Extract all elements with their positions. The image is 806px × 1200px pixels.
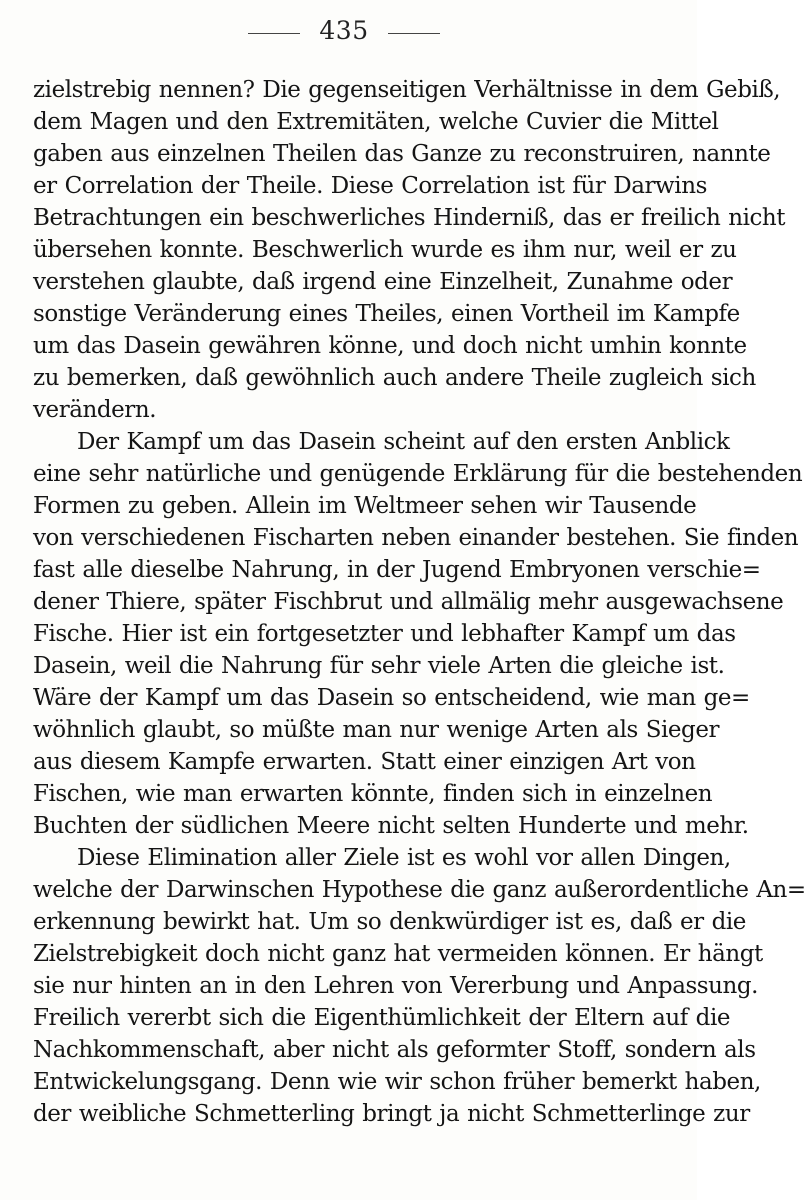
text-line: Buchten der südlichen Meere nicht selten Hunderte und mehr. <box>33 813 749 839</box>
text-line: aus diesem Kampfe erwarten. Statt einer einzigen Art von <box>33 749 696 775</box>
text-line: sie nur hinten an in den Lehren von Vererbung und Anpassung. <box>33 973 759 999</box>
text-line: von verschiedenen Fischarten neben einander bestehen. Sie finden <box>33 525 799 551</box>
text-line: Dasein, weil die Nahrung für sehr viele Arten die gleiche ist. <box>33 653 725 679</box>
text-line: Wäre der Kampf um das Dasein so entscheidend, wie man ge= <box>33 685 750 711</box>
text-line: fast alle dieselbe Nahrung, in der Jugend Embryonen verschie= <box>33 557 761 583</box>
text-line: Formen zu geben. Allein im Weltmeer sehen wir Tausende <box>33 493 697 519</box>
header-rule-left <box>248 33 300 34</box>
text-line: Diese Elimination aller Ziele ist es wohl vor allen Dingen, <box>77 845 731 871</box>
text-line: erkennung bewirkt hat. Um so denkwürdiger ist es, daß er die <box>33 909 746 935</box>
text-line: verstehen glaubte, daß irgend eine Einzelheit, Zunahme oder <box>33 269 733 295</box>
page-header <box>0 14 697 48</box>
text-line: Fischen, wie man erwarten könnte, finden sich in einzelnen <box>33 781 713 807</box>
text-line: Freilich vererbt sich die Eigenthümlichkeit der Eltern auf die <box>33 1005 731 1031</box>
text-line: Betrachtungen ein beschwerliches Hinderniß, das er freilich nicht <box>33 205 786 231</box>
text-line: Entwickelungsgang. Denn wie wir schon früher bemerkt haben, <box>33 1069 761 1095</box>
text-line: um das Dasein gewähren könne, und doch nicht umhin konnte <box>33 333 747 359</box>
text-line: zu bemerken, daß gewöhnlich auch andere Theile zugleich sich <box>33 365 756 391</box>
body-text <box>33 74 806 1130</box>
text-line: dem Magen und den Extremitäten, welche Cuvier die Mittel <box>33 109 719 135</box>
text-line: Der Kampf um das Dasein scheint auf den ersten Anblick <box>77 429 730 455</box>
text-line: zielstrebig nennen? Die gegenseitigen Verhältnisse in dem Gebiß, <box>33 77 781 103</box>
page-number: 435 <box>319 16 369 45</box>
text-line: welche der Darwinschen Hypothese die ganz außerordentliche An= <box>33 877 806 903</box>
text-line: gaben aus einzelnen Theilen das Ganze zu reconstruiren, nannte <box>33 141 771 167</box>
text-line: er Correlation der Theile. Diese Correlation ist für Darwins <box>33 173 707 199</box>
text-line: Fische. Hier ist ein fortgesetzter und lebhafter Kampf um das <box>33 621 736 647</box>
text-line: übersehen konnte. Beschwerlich wurde es ihm nur, weil er zu <box>33 237 737 263</box>
text-line: der weibliche Schmetterling bringt ja nicht Schmetterlinge zur <box>33 1101 750 1127</box>
text-line: Nachkommenschaft, aber nicht als geformter Stoff, sondern als <box>33 1037 756 1063</box>
text-line: dener Thiere, später Fischbrut und allmälig mehr ausgewachsene <box>33 589 784 615</box>
text-line: Zielstrebigkeit doch nicht ganz hat vermeiden können. Er hängt <box>33 941 763 967</box>
text-line: sonstige Veränderung eines Theiles, einen Vortheil im Kampfe <box>33 301 740 327</box>
text-line: verändern. <box>33 397 157 423</box>
header-rule-right <box>388 33 440 34</box>
text-line: wöhnlich glaubt, so müßte man nur wenige Arten als Sieger <box>33 717 720 743</box>
text-line: eine sehr natürliche und genügende Erklärung für die bestehenden <box>33 461 803 487</box>
